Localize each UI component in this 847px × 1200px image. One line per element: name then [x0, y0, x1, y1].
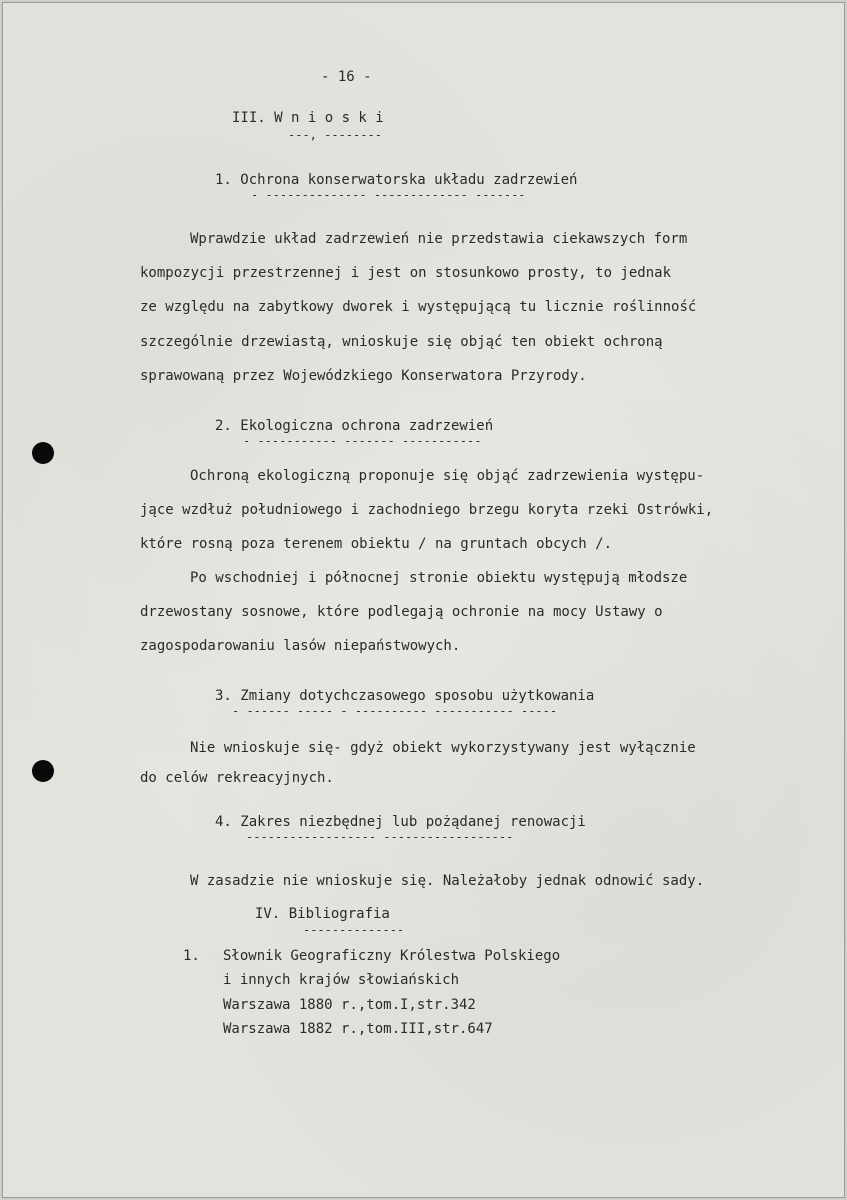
paragraph-1-line-5: sprawowaną przez Wojewódzkiego Konserwatora Przyrody. — [140, 368, 587, 384]
bibliography-line-3: Warszawa 1880 r.,tom.I,str.342 — [223, 997, 476, 1013]
bibliography-line-4: Warszawa 1882 r.,tom.III,str.647 — [223, 1021, 493, 1037]
paragraph-2-line-3: które rosną poza terenem obiektu / na gruntach obcych /. — [140, 536, 613, 552]
paragraph-2-line-6: zagospodarowaniu lasów niepaństwowych. — [140, 638, 461, 654]
subsection-title-3-underline: - ------ ----- - ---------- ----------- ----- — [232, 704, 558, 718]
paragraph-1-line-4: szczególnie drzewiastą, wnioskuje się objąć ten obiekt ochroną — [140, 334, 663, 350]
paragraph-2-line-1: Ochroną ekologiczną proponuje się objąć zadrzewienia występu- — [190, 468, 705, 484]
paragraph-2-line-2: jące wzdłuż południowego i zachodniego brzegu koryta rzeki Ostrówki, — [140, 502, 714, 518]
paragraph-1-line-2: kompozycji przestrzennej i jest on stosunkowo prosty, to jednak — [140, 265, 672, 281]
punch-hole-lower — [32, 760, 54, 782]
page-number: - 16 - — [321, 69, 372, 85]
subsection-title-2-underline: - ----------- ------- ----------- — [243, 434, 482, 448]
punch-hole-upper — [32, 442, 54, 464]
bibliography-line-2: i innych krajów słowiańskich — [223, 972, 460, 988]
section-title-wnioski: III. W n i o s k i — [232, 110, 384, 126]
paragraph-1-line-1: Wprawdzie układ zadrzewień nie przedstawia ciekawszych form — [190, 231, 688, 247]
paragraph-1-line-3: ze względu na zabytkowy dworek i występującą tu licznie roślinność — [140, 299, 697, 315]
section-title-bibliografia: IV. Bibliografia — [255, 906, 390, 922]
paragraph-3-line-2: do celów rekreacyjnych. — [140, 770, 334, 786]
paragraph-2-line-4: Po wschodniej i północnej stronie obiektu występują młodsze — [190, 570, 688, 586]
subsection-title-3: 3. Zmiany dotychczasowego sposobu użytkowania — [215, 688, 595, 704]
paragraph-4-line-1: W zasadzie nie wnioskuje się. Należałoby jednak odnowić sady. — [190, 873, 705, 889]
paragraph-2-line-5: drzewostany sosnowe, które podlegają ochronie na mocy Ustawy o — [140, 604, 663, 620]
subsection-title-1: 1. Ochrona konserwatorska układu zadrzewień — [215, 172, 578, 188]
subsection-title-1-underline: - -------------- ------------- ------- — [251, 188, 526, 202]
paragraph-3-line-1: Nie wnioskuje się- gdyż obiekt wykorzystywany jest wyłącznie — [190, 740, 696, 756]
bibliography-line-1: Słownik Geograficzny Królestwa Polskiego — [223, 948, 561, 964]
subsection-title-4-underline: ------------------ ------------------ — [246, 830, 514, 844]
subsection-title-4: 4. Zakres niezbędnej lub pożądanej renowacji — [215, 814, 586, 830]
section-title-bibliografia-underline: -------------- — [303, 923, 405, 937]
bibliography-item-number: 1. — [183, 948, 200, 964]
subsection-title-2: 2. Ekologiczna ochrona zadrzewień — [215, 418, 494, 434]
document-page — [2, 2, 845, 1198]
section-title-wnioski-underline: ---, -------- — [288, 128, 382, 142]
